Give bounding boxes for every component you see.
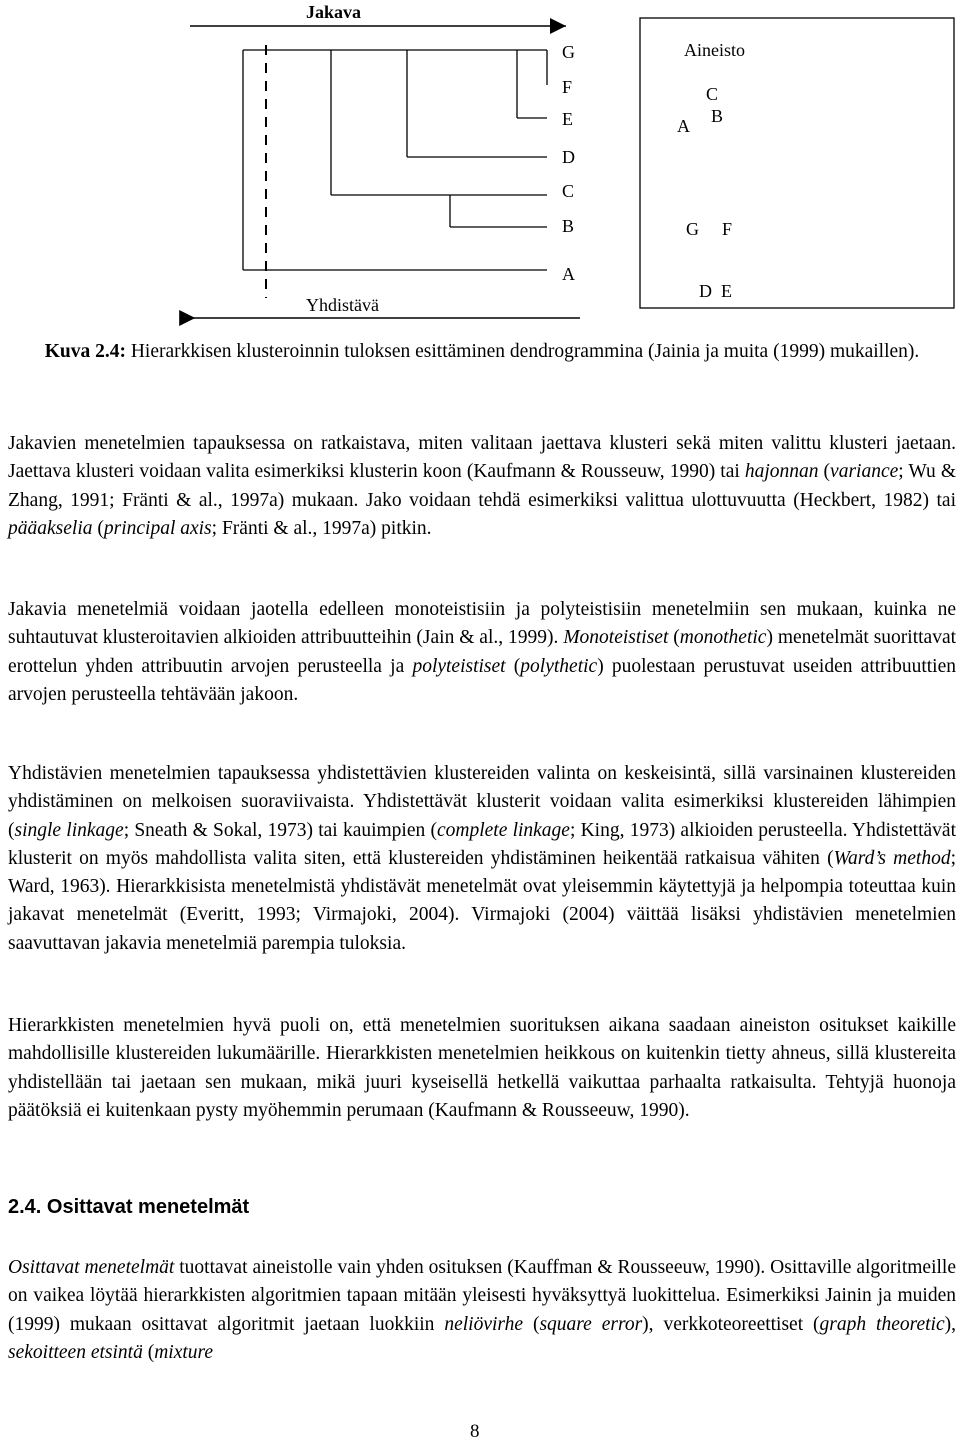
text-run: ( [523, 1313, 540, 1335]
leaf-label: E [562, 109, 573, 129]
caption-label: Kuva 2.4: [44, 341, 126, 362]
text-run: Hierarkkisten menetelmien hyvä puoli on, että menetelmien suorituksen aikana saadaan aineiston ositukset kaikille mahdollisille klustereiden lukumäärille. Hierarkkisten menetelmien heikkous on kuitenkin tietty ahneus, sillä klustereita yhdistellään tai jaetaan sen mukaan, mikä juuri kyseisellä hetkellä vaikuttaa parhaalta ratkaisulta. Tehtyjä huonoja päätöksiä ei kuitenkaan pysty myöhemmin perumaan (Kaufmann & Rousseeuw, 1990). [8, 1015, 956, 1121]
leaf-label: B [562, 216, 575, 236]
dendrogram-figure [0, 0, 960, 330]
text-run: ; Fränti & al., 1997a) pitkin. [211, 517, 432, 539]
italic-term: mixture [154, 1341, 214, 1363]
text-run: ( [92, 517, 104, 539]
italic-term: Osittavat menetelmät [8, 1257, 175, 1278]
italic-term: monothetic [679, 627, 767, 649]
text-run: Jakavia menetelmiä voidaan jaotella edelleen monoteistisiin ja polyteistisiin menetelmiin sen mukaan, kuinka ne suhtautuvat klusteroitavien alkioiden attribuutteihin (Jain & al., 1999). [8, 599, 956, 649]
text-run: ( [505, 655, 521, 677]
text-run: ) menetelmät suorittavat erottelun yhden attribuutin arvojen perusteella ja [8, 627, 957, 677]
section-heading: 2.4. Osittavat menetelmät [8, 1196, 250, 1218]
text-run: Jakavien menetelmien tapauksessa on ratkaistava, miten valitaan jaettava klusteri sekä miten valittu klusteri jaetaan. Jaettava klusteri voidaan valita esimerkiksi klusterin koon (Kaufmann & Rousseuw, 1990) tai [8, 433, 956, 483]
data-point-label: F [722, 219, 733, 239]
text-run: ; King, 1973) alkioiden perusteella. Yhdistettävät klusterit on myös mahdollista valita siten, että klustereiden yhdistäminen heikentää ratkaisua vähiten ( [8, 819, 956, 869]
paragraph-2 [8, 596, 956, 709]
paragraph-5 [8, 1254, 956, 1367]
text-run: ), verkkoteoreettiset ( [642, 1313, 820, 1335]
leaf-label: F [562, 77, 573, 97]
data-point-label: B [711, 106, 724, 126]
data-point-label: D [699, 281, 712, 301]
italic-term: principal axis [103, 517, 212, 539]
text-run: ( [668, 627, 680, 649]
text-run: ; Sneath & Sokal, 1973) tai kauimpien ( [123, 819, 437, 841]
data-point-label: C [706, 84, 719, 104]
dendrogram-links [243, 50, 547, 270]
paragraph-3 [8, 760, 956, 958]
figure-caption [8, 338, 956, 366]
paragraph-1 [8, 430, 956, 543]
italic-term: single linkage [14, 819, 124, 841]
dataset-box [640, 18, 954, 308]
agglomerative-label: Yhdistävä [306, 295, 379, 315]
italic-term: pääakselia [8, 517, 93, 539]
text-run: ( [142, 1341, 155, 1363]
italic-term: polyteistiset [412, 655, 506, 677]
italic-term: Monoteistiset [563, 627, 669, 649]
italic-term: sekoitteen etsintä [8, 1341, 143, 1363]
data-point-label: E [721, 281, 732, 301]
divisive-label: Jakava [306, 2, 362, 22]
text-run: ), [944, 1313, 956, 1335]
text-run: ( [818, 461, 831, 483]
data-point-label: G [686, 219, 699, 239]
dendrogram-diagram [0, 0, 960, 330]
dataset-label: Aineisto [684, 40, 745, 60]
leaf-label: D [562, 147, 575, 167]
italic-term: variance [830, 461, 899, 483]
caption-text: Hierarkkisen klusteroinnin tuloksen esittäminen dendrogrammina (Jainia ja muita (1999) mukaillen). [130, 341, 920, 362]
paragraph-4 [8, 1012, 956, 1125]
leaf-label: A [562, 264, 575, 284]
italic-term: graph theoretic [819, 1313, 945, 1335]
italic-term: square error [539, 1313, 643, 1335]
page-number: 8 [470, 1421, 480, 1442]
leaf-label: C [562, 181, 575, 201]
text-run: ) puolestaan perustuvat useiden attribuuttien arvojen perusteella tehtävään jakoon. [8, 655, 956, 705]
italic-term: neliövirhe [444, 1313, 524, 1335]
italic-term: polythetic [520, 655, 598, 677]
text-run: Yhdistävien menetelmien tapauksessa yhdistettävien klustereiden valinta on keskeisintä, sillä varsinainen klustereiden yhdistäminen on melkoisen suoraviivaista. Yhdistettävät klusterit voidaan valita esimerkiksi klustereiden lähimpien ( [8, 763, 956, 841]
italic-term: Ward’s method [833, 847, 951, 869]
italic-term: hajonnan [744, 461, 819, 483]
leaf-label: G [562, 42, 575, 62]
text-run: ; Ward, 1963). Hierarkkisista menetelmistä yhdistävät menetelmät ovat yleisemmin käytettyjä ja helpompia toteuttaa kuin jakavat menetelmät (Everitt, 1993; Virmajoki, 2004). Virmajoki (2004) väittää lisäksi yhdistävien menetelmien saavuttavan jakavia menetelmiä parempia tuloksia. [8, 847, 956, 954]
text-run: ; Wu & Zhang, 1991; Fränti & al., 1997a) mukaan. Jako voidaan tehdä esimerkiksi valittua ulottuvuutta (Heckbert, 1982) tai [8, 461, 956, 511]
italic-term: complete linkage [436, 819, 570, 841]
text-run: tuottavat aineistolle vain yhden osituksen (Kauffman & Rousseeuw, 1990). Osittaville algoritmeille on vaikea löytää hierarkkisten algoritmien tapaan mitään yleisesti hyväksyttyä luokittelua. Esimerkiksi Jainin ja muiden (1999) mukaan osittavat algoritmit jaetaan luokkiin [8, 1257, 956, 1335]
data-point-label: A [677, 116, 690, 136]
